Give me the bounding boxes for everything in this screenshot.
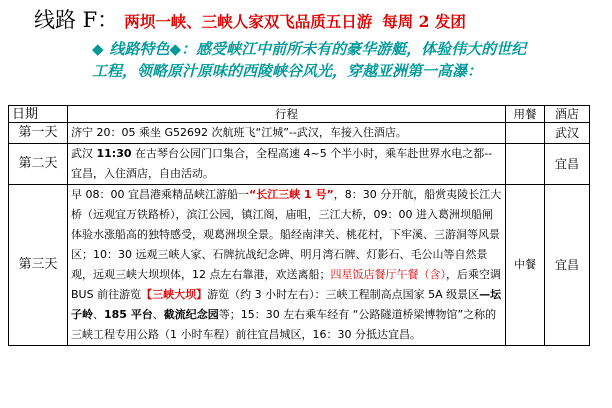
- row-day-2-route: [68, 144, 506, 185]
- departure-frequency: 每周 2 发团: [382, 12, 466, 31]
- row-day-1-hotel: 武汉: [545, 123, 590, 144]
- header-hotel: 酒店: [545, 106, 590, 123]
- route-text: 武汉: [71, 147, 97, 160]
- table-row: [9, 144, 590, 185]
- itinerary-table: [8, 105, 590, 346]
- row-day-1-date: 第一天: [9, 123, 68, 144]
- row-day-3-meal: 中餐: [506, 185, 545, 346]
- table-row: [9, 123, 590, 144]
- lunch-highlight: 四星饭店餐厅午餐（含）: [330, 268, 446, 281]
- diamond-bullet-icon: ◆: [92, 40, 104, 58]
- route-text: 早 08：00 宜昌港乘精品峡江游船一: [71, 188, 249, 201]
- table-row: [9, 185, 590, 346]
- cruise-ship-name: “长江三峡 1 号”: [249, 188, 334, 201]
- platform-185-highlight: 185 平台: [104, 308, 153, 321]
- row-day-3-date: 第三天: [9, 185, 68, 346]
- route-text: 等；15：30 左右乘车经有 “公路隧道桥梁博物馆”之称的三峡工程专用公路（1 小时车程）前往宜昌城区，16：30 分抵达宜昌。: [71, 308, 497, 341]
- header-route: 行程: [68, 106, 506, 123]
- route-text: 游览（约 3 小时左右）：三峡工程制高点国家 5A 级景区: [207, 288, 480, 301]
- route-text: 、: [152, 308, 164, 321]
- row-day-1-meal: [506, 123, 545, 144]
- route-features: [92, 38, 532, 82]
- row-day-2-date: 第二天: [9, 144, 68, 185]
- table-header-row: [9, 106, 590, 123]
- row-day-2-hotel: 宜昌: [545, 144, 590, 185]
- header-meal: 用餐: [506, 106, 545, 123]
- route-code: 线路 F：: [34, 8, 119, 32]
- route-text: 在古琴台公园门口集合，全程高速 4~5 个半小时，乘车赴世界水电之都--宜昌，入住酒店，自由活动。: [71, 147, 493, 180]
- route-text: ，8：30 分开航，船赏夷陵长江大桥（远观宜万铁路桥），滨江公园，镇江阁，庙咀，三江大桥，09：00 进入葛洲坝船闸体验水涨船高的独特感受，观葛洲坝全景。船经南津关、桃花村，下牢溪、三游洞等风景区；10：30 远观三峡人家、石牌抗战纪念碑、明月湾石牌、灯影石、毛公山等自然景观，远观三峡大坝坝体，12 点左右靠港，欢送离船；: [71, 188, 502, 281]
- route-text: 、: [93, 308, 104, 321]
- route-title: [34, 4, 466, 36]
- memorial-park-highlight: 截流纪念园: [163, 308, 219, 321]
- header-date: 日期: [9, 106, 68, 123]
- route-text: ，后乘空调 BUS 前往游览: [71, 268, 501, 301]
- tanziling-highlight: —坛子岭: [71, 288, 502, 321]
- route-name: 两坝一峡、三峡人家双飞品质五日游: [124, 12, 373, 31]
- three-gorges-dam-highlight: 【三峡大坝】: [141, 288, 208, 301]
- row-day-2-meal: [506, 144, 545, 185]
- row-day-1-route: 济宁 20：05 乘坐 G52692 次航班飞“江城”--武汉，车接入住酒店。: [68, 123, 506, 144]
- row-day-3-hotel: 宜昌: [545, 185, 590, 346]
- route-time-highlight: 11:30: [96, 147, 132, 160]
- row-day-3-route: [68, 185, 506, 346]
- route-features-text: 线路特色◆：感受峡江中前所未有的豪华游艇，体验伟大的世纪工程，领略原汁原味的西陵峡谷风光，穿越亚洲第一高瀑：: [92, 40, 527, 80]
